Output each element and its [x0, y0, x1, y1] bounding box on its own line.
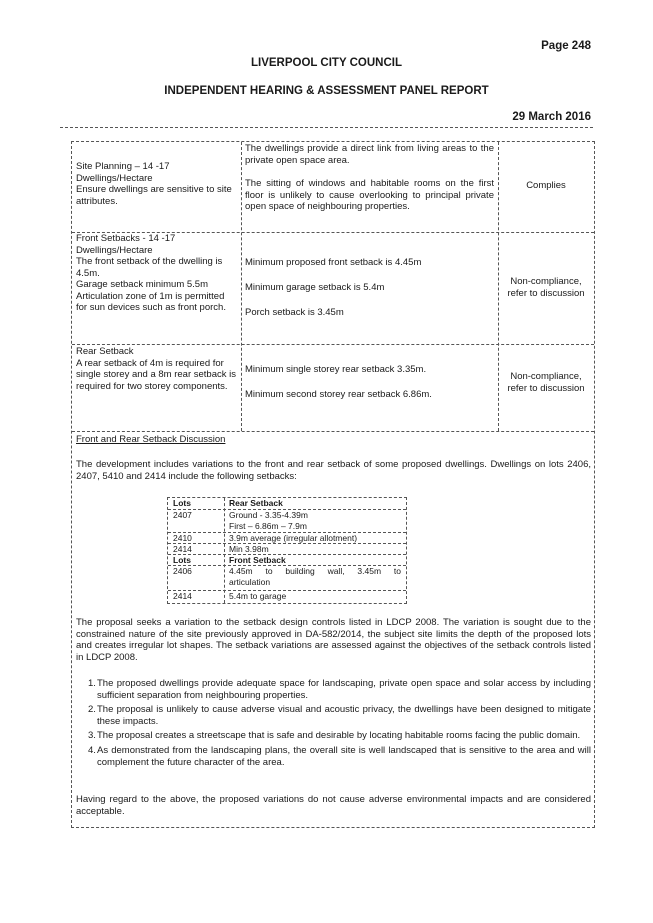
- row2-control-text-3: Articulation zone of 1m is permitted for sun devices such as front porch.: [76, 290, 226, 313]
- row1-proposal-text-2: The sitting of windows and habitable rooms on the first floor is unlikely to cause overlooking to principal private open space of neighbouring properties.: [245, 178, 494, 212]
- discussion-heading: Front and Rear Setback Discussion: [76, 434, 226, 445]
- rear-row-value: Min 3.98m: [229, 544, 269, 554]
- rear-header-lots: Lots: [173, 498, 191, 508]
- list-item-number: 3.: [88, 730, 96, 742]
- setback-table-col-divider: [224, 498, 225, 603]
- row1-control-text: Ensure dwellings are sensitive to site attributes.: [76, 184, 232, 207]
- row2-control-subtitle: Dwellings/Hectare: [76, 244, 153, 256]
- setback-table-row-line: [168, 590, 406, 591]
- setback-table-row-line: [168, 543, 406, 544]
- row1-control-title: Site Planning – 14 -17: [76, 161, 170, 172]
- rear-header-setback: Rear Setback: [229, 498, 283, 508]
- row2-control-text-1: The front setback of the dwelling is 4.5m.: [76, 256, 223, 279]
- front-header-setback: Front Setback: [229, 555, 286, 565]
- front-row-lot: 2406: [173, 566, 192, 576]
- row2-proposal-1: Minimum proposed front setback is 4.45m: [245, 257, 422, 268]
- front-row-lot: 2414: [173, 591, 192, 601]
- front-row-value: 4.45m to building wall, 3.45m to: [229, 566, 401, 576]
- discussion-intro: [76, 459, 591, 482]
- row3-control-text: A rear setback of 4m is required for single storey and a 8m rear setback is required for two storey components.: [76, 357, 236, 392]
- proposal-paragraph: [76, 617, 591, 663]
- list-item: [76, 730, 591, 742]
- report-title: INDEPENDENT HEARING & ASSESSMENT PANEL REPORT: [164, 85, 489, 97]
- page-number: Page 248: [541, 40, 591, 52]
- row3-control: [76, 346, 236, 392]
- list-item-text: The proposed dwellings provide adequate space for landscaping, private open space and solar access by including sufficient separation from neighbouring properties.: [97, 678, 591, 701]
- setback-table-row-line: [168, 554, 406, 555]
- row2-control-title: Front Setbacks - 14 -17: [76, 233, 176, 244]
- front-row-value: articulation: [229, 577, 271, 587]
- row1-proposal-text-1: The dwellings provide a direct link from living areas to the private open space area.: [245, 143, 494, 166]
- list-item-number: 2.: [88, 704, 96, 716]
- rear-row-lot: 2414: [173, 544, 192, 554]
- list-item-number: 1.: [88, 678, 96, 689]
- proposal-paragraph-text: The proposal seeks a variation to the setback design controls listed in LDCP 2008. The variation is sought due to the constrained nature of the site previously approved in DA-582/2014, the subject site limits the depth of the proposed lots and creates irregular lot shapes. The setback variations are assessed against the objectives of the setback controls listed in LDCP 2008.: [76, 617, 591, 663]
- list-item: [76, 745, 591, 768]
- list-item: [76, 704, 591, 727]
- row2-proposal-3: Porch setback is 3.45m: [245, 307, 344, 318]
- row2-control: [76, 233, 236, 314]
- rear-row-value: Ground - 3.35-4.39m: [229, 510, 308, 520]
- list-item: [76, 678, 591, 701]
- col-divider-2: [498, 142, 499, 431]
- row1-compliance: Complies: [526, 180, 566, 191]
- rear-row-lot: 2410: [173, 533, 192, 543]
- front-header-lots: Lots: [173, 555, 191, 565]
- list-item-text: The proposal creates a streetscape that is safe and desirable by locating habitable rooms facing the public domain.: [97, 730, 581, 742]
- list-item-number: 4.: [88, 744, 96, 756]
- row2-proposal-2: Minimum garage setback is 5.4m: [245, 282, 385, 293]
- discussion-intro-text: The development includes variations to the front and rear setback of some proposed dwellings. Dwellings on lots 2406, 2407, 5410 and 2414 include the following setbacks:: [76, 459, 591, 482]
- row3-compliance: Non-compliance, refer to discussion: [507, 371, 585, 394]
- conclusion: [76, 794, 591, 817]
- row-divider-3: [72, 431, 594, 432]
- col-divider-1: [241, 142, 242, 431]
- council-name: LIVERPOOL CITY COUNCIL: [250, 57, 402, 69]
- row3-control-title: Rear Setback: [76, 346, 134, 357]
- row1-control-subtitle: Dwellings/Hectare: [76, 172, 153, 184]
- row3-proposal-1: Minimum single storey rear setback 3.35m.: [245, 364, 427, 375]
- list-item-text: The proposal is unlikely to cause adverse visual and acoustic privacy, the dwellings have been designed to mitigate these impacts.: [97, 704, 591, 727]
- setback-table: [167, 497, 407, 604]
- report-date: 29 March 2016: [512, 111, 591, 123]
- conclusion-text: Having regard to the above, the proposed variations do not cause adverse environmental impacts and are considered acceptable.: [76, 794, 591, 817]
- list-item-text: As demonstrated from the landscaping plans, the overall site is well landscaped that is sensitive to the area and will complement the future character of the area.: [97, 744, 591, 768]
- rear-row-value: 3.9m average (irregular allotment): [229, 533, 358, 543]
- row2-compliance: Non-compliance, refer to discussion: [507, 276, 585, 299]
- row1-control: [76, 161, 236, 207]
- row1-proposal: [245, 143, 494, 213]
- row3-proposal-2: Minimum second storey rear setback 6.86m.: [245, 389, 432, 400]
- assessment-points: [76, 678, 591, 771]
- rear-row-value: First – 6.86m – 7.9m: [229, 521, 307, 531]
- row-divider-2: [72, 344, 594, 345]
- header-rule: [60, 127, 593, 128]
- row2-control-text-2: Garage setback minimum 5.5m: [76, 279, 208, 290]
- front-row-value: 5.4m to garage: [229, 591, 287, 601]
- rear-row-lot: 2407: [173, 510, 192, 520]
